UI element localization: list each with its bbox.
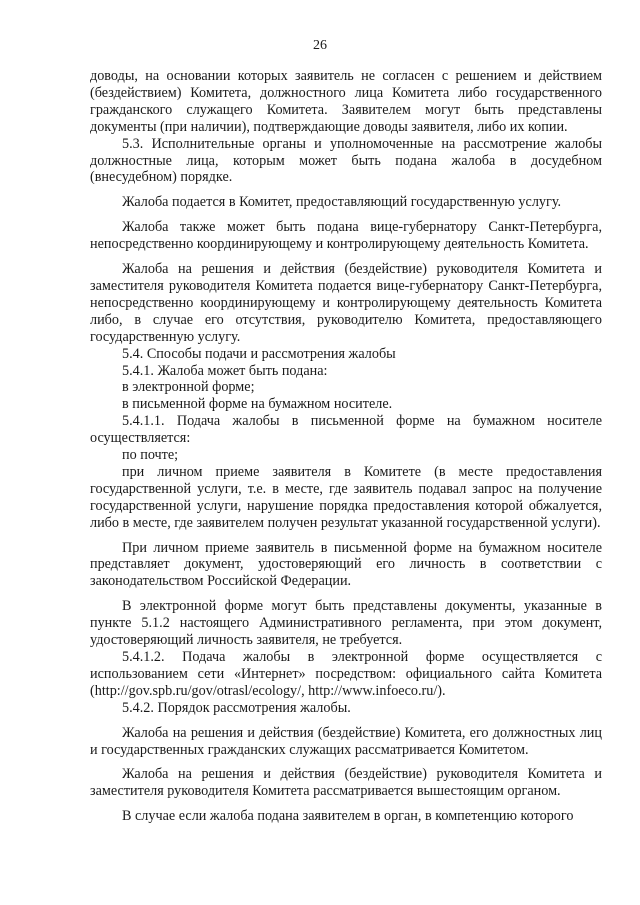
paragraph: Жалоба на решения и действия (бездействие) руководителя Комитета и заместителя руководителя Комитета рассматривается вышестоящим органом. [90,766,602,800]
paragraph: 5.4.1. Жалоба может быть подана: [122,362,328,379]
paragraph: 5.4.1.2. Подача жалобы в электронной форме осуществляется с использованием сети «Интернет» посредством: официального сайта Комитета (http://gov.spb.ru/gov/otrasl/ecology/, http://www.infoeco.ru/). [90,649,602,699]
paragraph: В электронной форме могут быть представлены документы, указанные в пункте 5.1.2 настоящего Административного регламента, при этом документ, удостоверяющий личность заявителя, не требуется. [90,598,602,649]
paragraph: Жалоба также может быть подана вице-губернатору Санкт-Петербурга, непосредственно координирующему и контролирующему деятельность Комитета. [90,219,602,253]
paragraph: в электронной форме; [122,379,255,396]
paragraph: Жалоба на решения и действия (бездействие) руководителя Комитета и заместителя руководителя Комитета подается вице-губернатору Санкт-Петербурга, непосредственно координирующему и контролирующему деятельность Комитета либо, в случае его отсутствия, руководителю Комитета, предоставляющего государственную услугу. [90,261,602,345]
paragraph: доводы, на основании которых заявитель не согласен с решением и действием (бездействием) Комитета, должностного лица Комитета либо государственного гражданского служащего Комитета. Заявителем могут быть представлены документы (при наличии), подтверждающие доводы заявителя, либо их копии. [90,68,602,135]
paragraph: 5.4.1.1. Подача жалобы в письменной форме на бумажном носителе осуществляется: [90,413,602,447]
paragraph: в письменной форме на бумажном носителе. [122,396,393,413]
paragraph: Жалоба на решения и действия (бездействие) Комитета, его должностных лиц и государственных гражданских служащих рассматривается Комитетом. [90,724,602,758]
paragraph: по почте; [122,447,179,464]
paragraph: при личном приеме заявителя в Комитете (в месте предоставления государственной услуги, т.е. в месте, где заявитель подавал запрос на получение государственной услуги, нарушение порядка предоставления которой обжалуется, либо в месте, где заявителем получен результат указанной государственной услуги). [90,463,602,531]
paragraph: 5.4.2. Порядок рассмотрения жалобы. [122,699,351,716]
paragraph: В случае если жалоба подана заявителем в орган, в компетенцию которого [122,808,574,825]
paragraph: 5.3. Исполнительные органы и уполномоченные на рассмотрение жалобы должностные лица, которым может быть подана жалоба в досудебном (внесудебном) порядке. [90,135,602,186]
paragraph: При личном приеме заявитель в письменной форме на бумажном носителе представляет документ, удостоверяющий его личность в соответствии с законодательством Российской Федерации. [90,539,602,590]
document-body [90,68,602,825]
paragraph: 5.4. Способы подачи и рассмотрения жалобы [122,345,396,362]
page-number: 26 [313,38,327,53]
paragraph: Жалоба подается в Комитет, предоставляющий государственную услугу. [122,194,562,211]
